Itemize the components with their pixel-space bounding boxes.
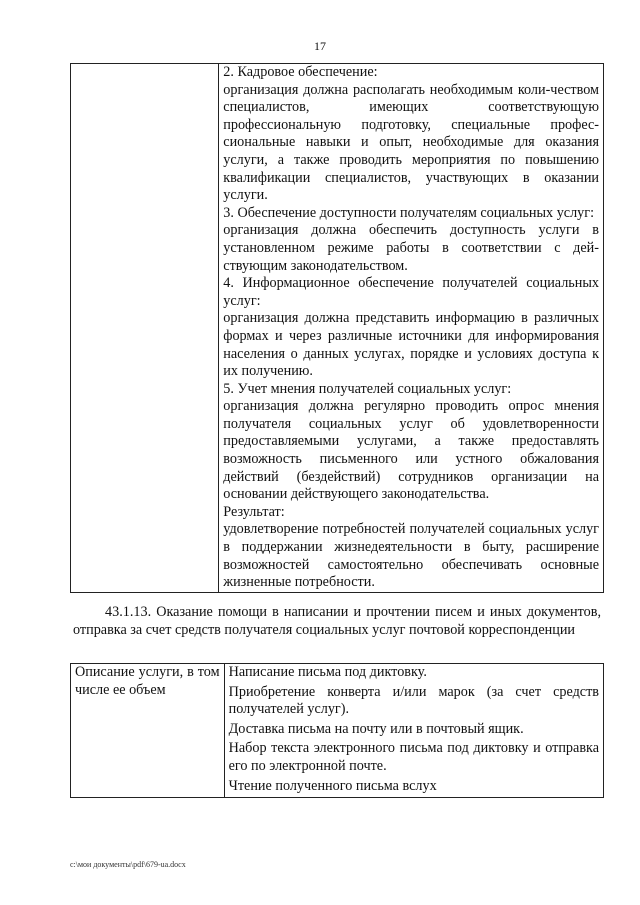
paragraph-information-text: организация должна представить информацию в различных формах и через различные источники для информирования населения о данных услугах, порядке и условиях доступа к их получению.: [223, 310, 599, 380]
section-heading-text: 43.1.13. Оказание помощи в написании и прочтении писем и иных документов, отправка за счет средств получателя социальных услуг почтовой корреспонденции: [73, 604, 601, 638]
paragraph-staffing-heading: 2. Кадровое обеспечение:: [223, 64, 378, 80]
paragraph-feedback-heading: 5. Учет мнения получателей социальных услуг:: [223, 380, 512, 397]
paragraph-feedback-text: организация должна регулярно проводить опрос мнения получателя социальных услуг об удовлетворенности предоставляемыми услугами, а также предоставлять возможность письменного или устного обжалования действий (бездействий) сотрудников организации на основании действующего законодательства.: [223, 398, 599, 503]
table-right-cell: [219, 64, 604, 593]
paragraph-accessibility-heading: 3. Обеспечение доступности получателям социальных услуг:: [223, 204, 595, 221]
service-description-label: Описание услуги, в том числе ее объем: [75, 664, 220, 698]
table-left-cell-empty: [71, 64, 219, 593]
paragraph-accessibility-text: организация должна обеспечить доступность услуги в установленном режиме работы в соответствии с дей-ствующим законодательством.: [223, 222, 599, 274]
paragraph-staffing-text: организация должна располагать необходимым коли-чеством специалистов, имеющих соответствующую профессиональную подготовку, специальные профес-сиональные навыки и опыт, необходимые для оказания услуги, а также проводить мероприятия по повышению квалификации специалистов, участвующих в оказании услуги.: [223, 81, 599, 204]
footer-file-path: c:\мои документы\pdf\679-ua.docx: [70, 860, 186, 869]
service-description-items-cell: [224, 664, 603, 798]
section-heading: [73, 603, 601, 639]
paragraph-result-text: удовлетворение потребностей получателей социальных услуг в поддержании жизнедеятельности в быту, расширение возможностей самостоятельно обеспечивать основные жизненные потребности.: [223, 521, 599, 591]
service-item: Доставка письма на почту или в почтовый ящик.: [228, 720, 524, 737]
paragraph-information-heading: 4. Информационное обеспечение получателей социальных услуг:: [223, 275, 599, 309]
service-item: Чтение полученного письма вслух: [228, 777, 437, 794]
paragraph-result-heading: Результат:: [223, 503, 285, 520]
service-item: Набор текста электронного письма под диктовку и отправка его по электронной почте.: [228, 740, 599, 774]
service-description-table: [70, 663, 604, 798]
service-description-label-cell: [71, 664, 225, 798]
service-item: Написание письма под диктовку.: [228, 664, 427, 680]
page-number: 17: [314, 39, 326, 53]
service-standards-table: [70, 63, 604, 593]
service-item: Приобретение конверта и/или марок (за счет средств получателей услуг).: [228, 683, 599, 718]
